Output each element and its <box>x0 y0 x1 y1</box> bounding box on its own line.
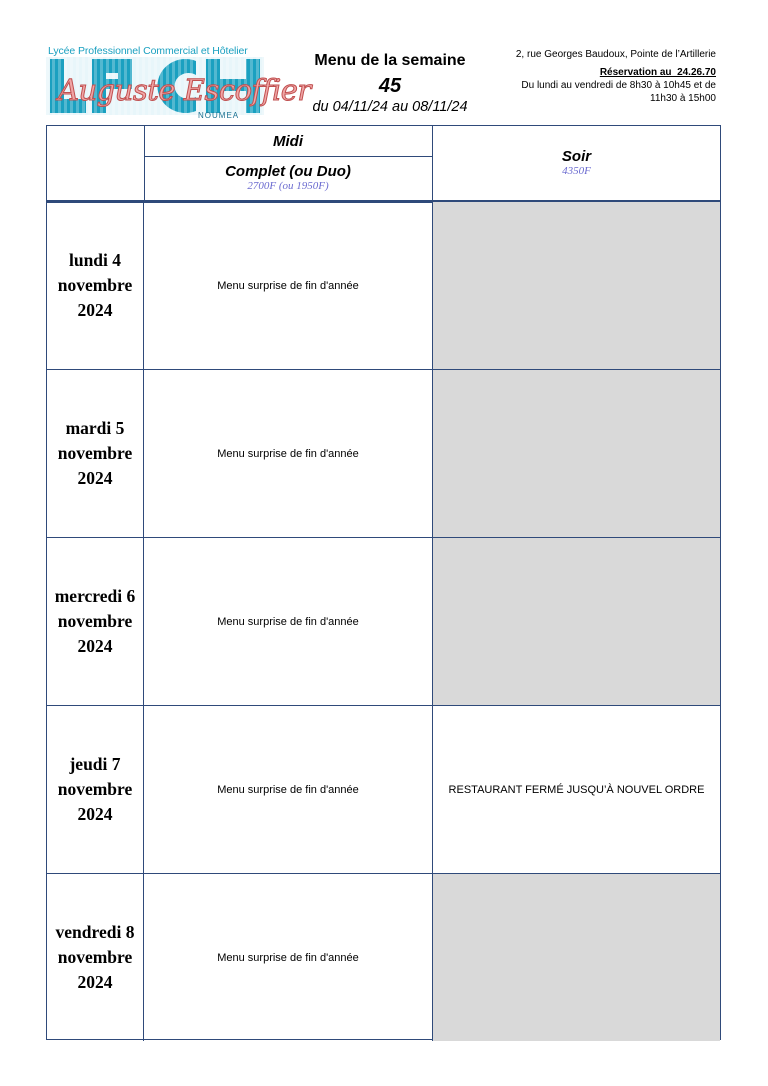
soir-cell <box>433 202 720 369</box>
day-label: lundi 4 novembre 2024 <box>57 250 133 320</box>
header-empty-cell <box>47 126 145 201</box>
table-row <box>47 201 720 369</box>
midi-cell: Menu surprise de fin d'année <box>144 706 433 873</box>
day-label: jeudi 7 novembre 2024 <box>57 754 133 824</box>
menu-title: Menu de la semaine <box>314 52 466 69</box>
week-dates: du 04/11/24 au 08/11/24 <box>312 99 468 115</box>
reservation-phone: Réservation au 24.26.70 <box>599 67 716 78</box>
header-midi: Midi <box>144 126 433 157</box>
day-cell <box>47 202 144 369</box>
day-cell <box>47 370 144 537</box>
day-cell <box>47 874 144 1041</box>
table-row <box>47 873 720 1041</box>
logo-city: NOUMEA <box>198 111 240 120</box>
day-label: mardi 5 novembre 2024 <box>57 418 133 488</box>
soir-price: 4350F <box>562 165 591 177</box>
school-logo <box>46 45 311 123</box>
day-label: mercredi 6 novembre 2024 <box>54 586 136 656</box>
midi-cell: Menu surprise de fin d'année <box>144 202 433 369</box>
opening-hours: Du lundi au vendredi de 8h30 à 10h45 et de 11h30 à 15h00 <box>521 80 716 104</box>
day-cell <box>47 706 144 873</box>
day-cell <box>47 538 144 705</box>
logo-school-name: Lycée Professionnel Commercial et Hôtelier <box>48 45 248 57</box>
header-complet <box>144 157 433 201</box>
table-row <box>47 369 720 537</box>
weekly-menu-table <box>46 125 721 1040</box>
soir-label: Soir <box>561 148 592 165</box>
header-soir <box>433 126 720 201</box>
complet-price: 2700F (ou 1950F) <box>247 180 329 192</box>
midi-cell: Menu surprise de fin d'année <box>144 370 433 537</box>
week-number: 45 <box>378 75 402 97</box>
midi-cell: Menu surprise de fin d'année <box>144 874 433 1041</box>
day-label: vendredi 8 novembre 2024 <box>55 922 135 992</box>
address: 2, rue Georges Baudoux, Pointe de l’Artillerie <box>515 49 716 60</box>
complet-label: Complet (ou Duo) <box>225 163 351 180</box>
soir-cell: RESTAURANT FERMÉ JUSQU’À NOUVEL ORDRE <box>448 783 705 796</box>
table-row <box>47 705 720 873</box>
table-header <box>47 126 720 201</box>
soir-cell <box>433 538 720 705</box>
soir-cell <box>433 370 720 537</box>
soir-cell <box>433 874 720 1041</box>
table-row <box>47 537 720 705</box>
logo-script-text: Auguste Escoffier <box>58 73 311 107</box>
midi-cell: Menu surprise de fin d'année <box>144 538 433 705</box>
